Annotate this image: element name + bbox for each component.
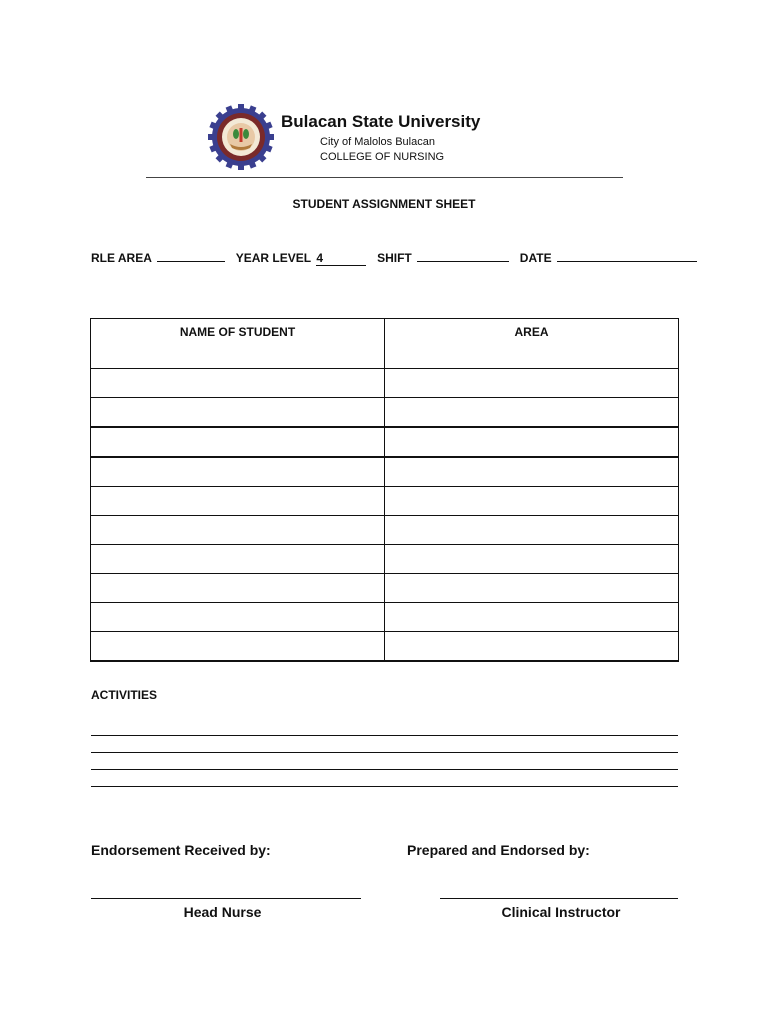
prepared-endorsed-label: Prepared and Endorsed by:	[407, 842, 590, 858]
student-name-cell[interactable]	[91, 487, 385, 516]
year-level-field[interactable]: 4	[316, 251, 366, 266]
table-row	[91, 398, 679, 428]
area-cell[interactable]	[385, 487, 679, 516]
university-city: City of Malolos Bulacan	[320, 136, 435, 148]
page-title: STUDENT ASSIGNMENT SHEET	[292, 197, 476, 211]
student-name-cell[interactable]	[91, 516, 385, 545]
area-cell[interactable]	[385, 545, 679, 574]
area-cell[interactable]	[385, 457, 679, 487]
table-header-row	[91, 319, 679, 369]
table-row	[91, 574, 679, 603]
shift-label: SHIFT	[377, 251, 412, 265]
rle-area-field[interactable]	[157, 249, 225, 262]
area-cell[interactable]	[385, 516, 679, 545]
student-name-cell[interactable]	[91, 457, 385, 487]
area-cell[interactable]	[385, 603, 679, 632]
student-name-cell[interactable]	[91, 632, 385, 662]
table-row	[91, 369, 679, 398]
area-cell[interactable]	[385, 427, 679, 457]
table-row	[91, 632, 679, 662]
head-nurse-role: Head Nurse	[183, 904, 262, 920]
year-level-label: YEAR LEVEL	[235, 251, 312, 265]
table-row	[91, 487, 679, 516]
area-cell[interactable]	[385, 574, 679, 603]
area-cell[interactable]	[385, 632, 679, 662]
activities-label: ACTIVITIES	[91, 688, 158, 702]
date-label: DATE	[519, 251, 552, 265]
rle-area-label: RLE AREA	[91, 251, 152, 265]
student-name-cell[interactable]	[91, 603, 385, 632]
activity-line[interactable]	[91, 752, 678, 753]
header-divider	[146, 177, 623, 178]
table-row	[91, 545, 679, 574]
table-row	[91, 516, 679, 545]
clinical-instructor-signature-line[interactable]	[440, 898, 678, 899]
info-line	[91, 249, 697, 266]
area-header: AREA	[385, 319, 679, 369]
student-name-cell[interactable]	[91, 427, 385, 457]
head-nurse-signature-line[interactable]	[91, 898, 361, 899]
university-name: Bulacan State University	[281, 112, 481, 131]
student-name-cell[interactable]	[91, 574, 385, 603]
name-of-student-header: NAME OF STUDENT	[91, 319, 385, 369]
area-cell[interactable]	[385, 398, 679, 428]
college-name: COLLEGE OF NURSING	[320, 151, 445, 163]
student-name-cell[interactable]	[91, 398, 385, 428]
table-row	[91, 427, 679, 457]
activity-line[interactable]	[91, 769, 678, 770]
student-name-cell[interactable]	[91, 369, 385, 398]
date-field[interactable]	[557, 249, 697, 262]
clinical-instructor-role: Clinical Instructor	[501, 904, 621, 920]
table-row	[91, 603, 679, 632]
assignment-table	[90, 318, 679, 662]
table-row	[91, 457, 679, 487]
university-seal-logo	[208, 104, 274, 170]
activity-line[interactable]	[91, 786, 678, 787]
table-body	[91, 369, 679, 662]
endorsement-received-label: Endorsement Received by:	[91, 842, 271, 858]
shift-field[interactable]	[417, 249, 509, 262]
activity-line[interactable]	[91, 735, 678, 736]
student-name-cell[interactable]	[91, 545, 385, 574]
area-cell[interactable]	[385, 369, 679, 398]
